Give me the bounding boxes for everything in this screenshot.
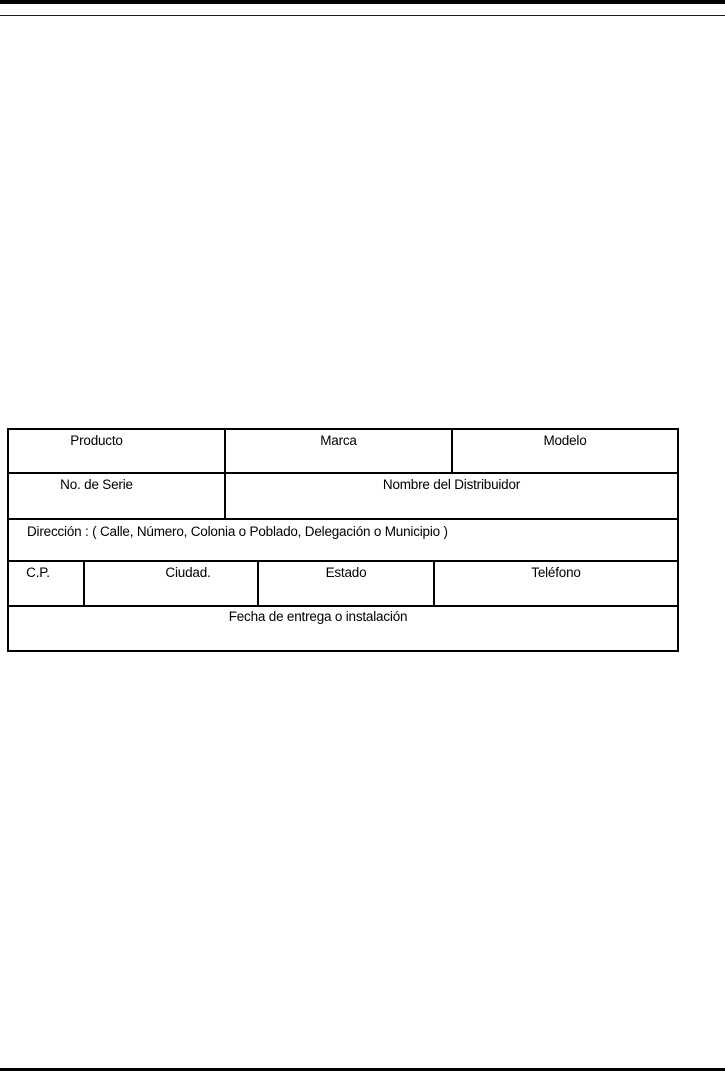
fecha-entrega-label: Fecha de entrega o instalación xyxy=(228,609,408,624)
distribuidor-label: Nombre del Distribuidor xyxy=(382,477,521,492)
footer-rule xyxy=(0,1068,725,1071)
no-serie-cell xyxy=(9,474,226,518)
marca-label: Marca xyxy=(320,433,357,448)
ciudad-cell xyxy=(85,562,259,605)
producto-label: Producto xyxy=(70,433,123,448)
modelo-label: Modelo xyxy=(543,433,587,448)
table-row-location xyxy=(9,562,677,607)
fecha-entrega-cell xyxy=(9,607,677,650)
table-row-address xyxy=(9,520,677,562)
table-row-serial xyxy=(9,474,677,520)
warranty-registration-table xyxy=(7,428,679,652)
telefono-cell xyxy=(435,562,677,605)
direccion-label: Dirección : ( Calle, Número, Colonia o Poblado, Delegación o Municipio ) xyxy=(27,524,448,539)
cp-label: C.P. xyxy=(26,565,50,580)
header-rule xyxy=(0,15,725,16)
telefono-label: Teléfono xyxy=(531,565,581,580)
table-row-delivery-date xyxy=(9,607,677,650)
table-row-product xyxy=(9,430,677,474)
distribuidor-cell xyxy=(226,474,677,518)
page-top-edge-bar xyxy=(0,0,725,4)
cp-cell xyxy=(9,562,85,605)
producto-cell xyxy=(9,430,226,472)
estado-label: Estado xyxy=(325,565,367,580)
ciudad-label: Ciudad. xyxy=(165,565,211,580)
marca-cell xyxy=(226,430,453,472)
estado-cell xyxy=(259,562,435,605)
no-serie-label: No. de Serie xyxy=(60,477,133,492)
modelo-cell xyxy=(453,430,677,472)
direccion-cell xyxy=(9,520,677,560)
